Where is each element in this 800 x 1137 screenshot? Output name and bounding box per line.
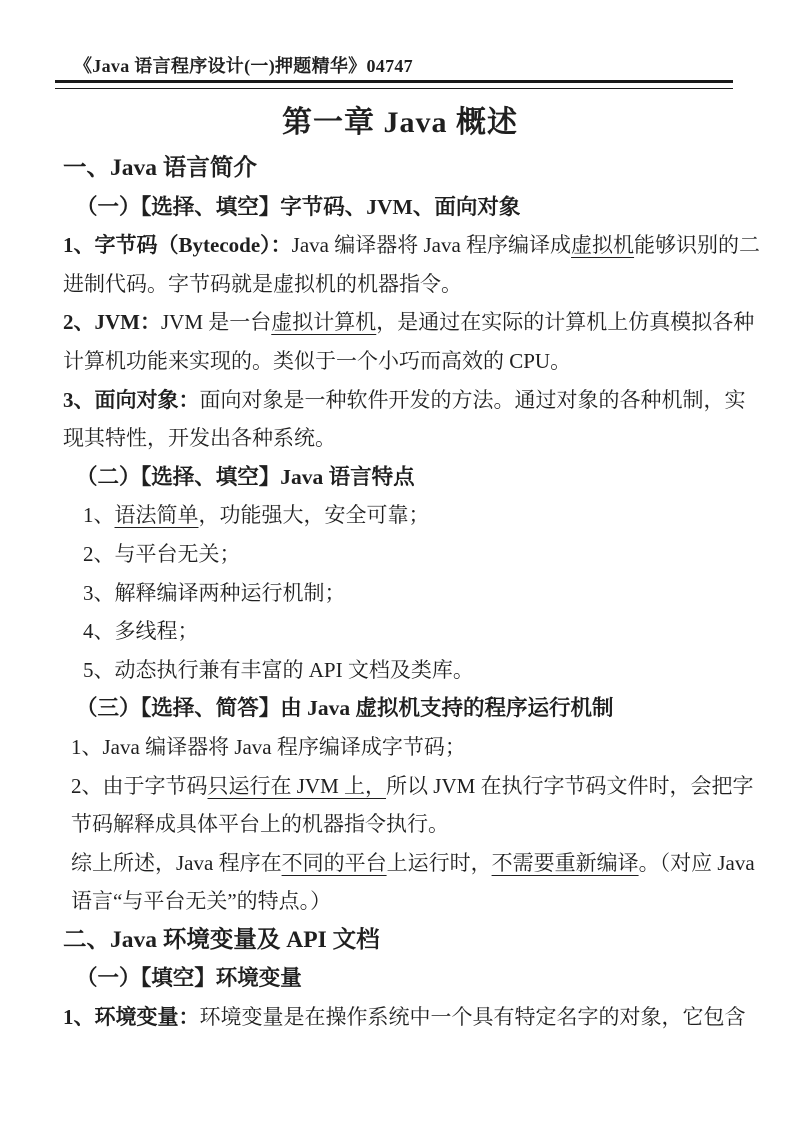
feature-list-item-2 xyxy=(63,535,753,574)
paragraph-jvm-line-2 xyxy=(63,342,753,381)
body-text: 3、解释编译两种运行机制； xyxy=(83,580,346,605)
summary-line-2 xyxy=(63,882,753,921)
term-label: 2、JVM： xyxy=(63,310,161,335)
feature-list-item-1 xyxy=(63,496,753,535)
body-text: 环境变量是在操作系统中一个具有特定名字的对象，它包含 xyxy=(199,1005,746,1030)
underlined-text: 语法简单 xyxy=(114,503,199,528)
header-divider-rule xyxy=(55,80,733,89)
feature-list-item-5 xyxy=(63,651,753,690)
heading-text: 二、Java 环境变量及 API 文档 xyxy=(63,926,380,953)
body-text: 2、与平台无关； xyxy=(83,541,241,566)
paragraph-oop-line-1 xyxy=(63,381,753,420)
document-body xyxy=(63,149,761,1037)
term-label: 1、字节码（Bytecode）： xyxy=(63,233,292,258)
feature-list-item-4 xyxy=(63,612,753,651)
body-text: JVM 是一台 xyxy=(161,310,272,335)
underlined-text: 只运行在 JVM 上， xyxy=(207,773,387,798)
body-text: 进制代码。字节码就是虚拟机的机器指令。 xyxy=(63,271,462,296)
term-label: 1、环境变量： xyxy=(63,1005,200,1030)
body-text: 综上所述，Java 程序在 xyxy=(71,850,282,875)
body-text: 上运行时， xyxy=(386,850,492,875)
heading-text: （一）【选择、填空】字节码、JVM、面向对象 xyxy=(76,194,521,219)
section-heading-1 xyxy=(63,149,753,188)
feature-list-item-3 xyxy=(63,574,753,613)
section-heading-2 xyxy=(63,921,753,960)
body-text: 计算机功能来实现的。类似于一个小巧而高效的 CPU。 xyxy=(63,348,572,373)
underlined-text: 虚拟机 xyxy=(571,233,635,258)
body-text: 。（对应 Java xyxy=(638,850,755,875)
subsection-heading-1-1 xyxy=(63,188,753,227)
underlined-text: 虚拟计算机 xyxy=(271,310,377,335)
body-text: ，功能强大，安全可靠； xyxy=(198,503,430,528)
page-header-title: 《Java 语言程序设计(一)押题精华》04747 xyxy=(74,56,413,76)
mechanism-list-item-2-line-2 xyxy=(63,805,753,844)
term-label: 3、面向对象： xyxy=(63,387,200,412)
heading-text: 一、Java 语言简介 xyxy=(63,155,257,181)
chapter-title: 第一章 Java 概述 xyxy=(282,106,518,139)
body-text: 现其特性，开发出各种系统。 xyxy=(63,426,336,451)
paragraph-bytecode-line-1 xyxy=(63,226,761,265)
body-text: 面向对象是一种软件开发的方法。通过对象的各种机制，实 xyxy=(199,387,746,412)
body-text: 所以 JVM 在执行字节码文件时，会把字 xyxy=(386,773,754,798)
body-text: 节码解释成具体平台上的机器指令执行。 xyxy=(71,812,449,837)
heading-text: （二）【选择、填空】Java 语言特点 xyxy=(76,464,415,489)
body-text: 语言“与平台无关”的特点。） xyxy=(71,889,332,914)
paragraph-envvar-line-1 xyxy=(63,998,753,1037)
subsection-heading-1-2 xyxy=(63,458,753,497)
subsection-heading-2-1 xyxy=(63,959,753,998)
paragraph-bytecode-line-2 xyxy=(63,265,753,304)
body-text: 1、Java 编译器将 Java 程序编译成字节码； xyxy=(71,734,466,759)
body-text: 1、 xyxy=(83,503,115,528)
paragraph-oop-line-2 xyxy=(63,419,753,458)
underlined-text: 不同的平台 xyxy=(281,850,387,875)
body-text: 5、动态执行兼有丰富的 API 文档及类库。 xyxy=(83,657,474,682)
body-text: 2、由于字节码 xyxy=(71,773,208,798)
body-text: 4、多线程； xyxy=(83,619,199,644)
heading-text: （三）【选择、简答】由 Java 虚拟机支持的程序运行机制 xyxy=(76,696,614,721)
body-text: 能够识别的二 xyxy=(634,233,761,258)
mechanism-list-item-1 xyxy=(63,728,753,767)
body-text: ，是通过在实际的计算机上仿真模拟各种 xyxy=(376,310,755,335)
heading-text: （一）【填空】环境变量 xyxy=(76,966,302,991)
body-text: Java 编译器将 Java 程序编译成 xyxy=(291,233,572,258)
underlined-text: 不需要重新编译 xyxy=(491,850,639,875)
mechanism-list-item-2-line-1 xyxy=(63,767,753,806)
paragraph-jvm-line-1 xyxy=(63,303,753,342)
subsection-heading-1-3 xyxy=(63,689,753,728)
summary-line-1 xyxy=(63,844,753,883)
